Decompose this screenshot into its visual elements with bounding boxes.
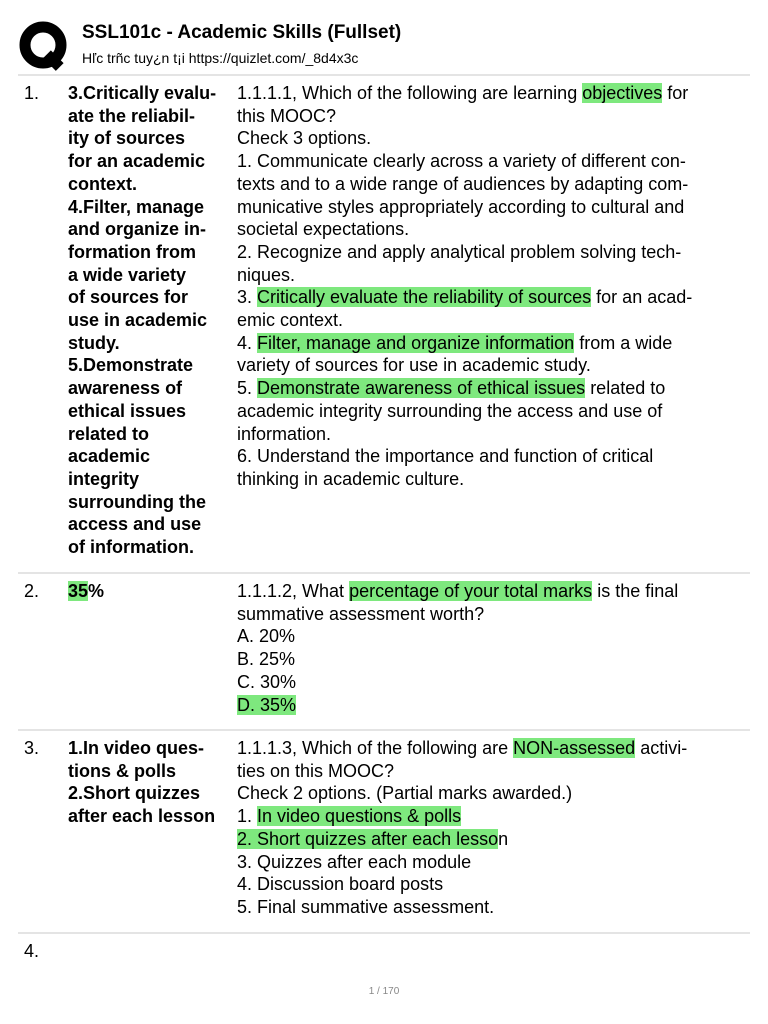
card-number: 1. [24,83,40,103]
term-line: integrity [68,468,140,489]
definition-line: 5. Final summative assessment. [237,896,495,917]
highlight: NON-assessed [513,738,636,758]
definition-line: 2. Recognize and apply analytical problem solving tech- [237,241,682,262]
card-number: 2. [24,581,40,601]
definition-line: niques. [237,264,296,285]
definition-line: societal expectations. [237,219,410,240]
term-line: ethical issues [68,400,187,421]
definition-line: B. 25% [237,649,296,670]
definition-line: variety of sources for use in academic study. [237,355,591,376]
highlight: Critically evaluate the reliability of sources [257,287,592,308]
definition-line: 2. Short quizzes after each lesson [237,828,509,849]
definition-line: 4. Filter, manage and organize information from a wide [237,332,673,353]
term-line: awareness of [68,378,183,399]
definition-line: 3. Quizzes after each module [237,851,472,872]
definition-line: this MOOC? [237,105,337,126]
highlight: percentage of your total marks [349,581,593,601]
divider [18,572,750,574]
definition-line: A. 20% [237,626,296,647]
definition-line: summative assessment worth? [237,603,485,624]
term-line: use in academic [68,310,208,331]
quizlet-logo-icon [18,20,70,72]
term-line: study. [68,332,120,353]
divider [18,932,750,934]
term-line: of information. [68,537,194,558]
definition-line: 5. Demonstrate awareness of ethical issues related to [237,378,666,399]
definition-line: 1.1.1.1, Which of the following are learning objectives for [237,83,689,103]
highlight: D. 35% [237,694,297,715]
term-line: context. [68,173,138,194]
definition-line: Check 2 options. (Partial marks awarded.) [237,783,573,804]
term-line: ate the reliabil- [68,105,196,126]
term-line: tions & polls [68,760,176,781]
term-line: ity of sources [68,128,186,149]
definition-line: 6. Understand the importance and function of critical [237,446,654,467]
term-line: for an academic [68,151,206,172]
term-line: 4.Filter, manage [68,196,205,217]
page-header [0,0,768,74]
card-number: 4. [24,941,40,961]
card-number: 3. [24,738,40,758]
definition-line: 1. Communicate clearly across a variety of different con- [237,151,686,172]
page-number: 1 / 170 [368,986,400,997]
term-line: and organize in- [68,219,207,240]
term-line: after each lesson [68,806,216,827]
term-line: of sources for [68,287,189,308]
definition-line: 1.1.1.3, Which of the following are NON-assessed activi- [237,738,688,758]
highlight: 2. Short quizzes after each lesso [237,828,499,849]
term-line: 5.Demonstrate [68,355,194,376]
term-line: academic [68,446,151,467]
term-line: surrounding the [68,491,206,512]
document-title: SSL101c - Academic Skills (Fullset) [82,22,402,43]
card-term [68,82,233,559]
card-definition [237,737,747,919]
source-link-text: Hľc trñc tuy¿n t¡i https://quizlet.com/_8d4x3c [82,50,359,66]
card-term [68,580,233,603]
definition-line: 1.1.1.2, What percentage of your total marks is the final [237,581,679,601]
definition-line: emic context. [237,310,344,331]
term-line: access and use [68,514,202,535]
definition-line: 3. Critically evaluate the reliability of sources for an acad- [237,287,693,308]
definition-line: C. 30% [237,671,297,692]
highlight: Demonstrate awareness of ethical issues [257,378,586,399]
highlight: 35 [68,581,89,601]
term-line: formation from [68,241,196,262]
definition-line: information. [237,423,332,444]
term-line: 3.Critically evalu- [68,83,217,103]
term-line: related to [68,423,150,444]
definition-line: thinking in academic culture. [237,468,465,489]
divider [18,729,750,731]
term-line: 35% [68,581,105,601]
term-line: a wide variety [68,264,187,285]
definition-line: municative styles appropriately according to cultural and [237,196,685,217]
highlight: Filter, manage and organize information [257,332,575,353]
definition-line: 1. In video questions & polls [237,806,462,827]
definition-line: ties on this MOOC? [237,760,395,781]
card-definition [237,580,747,716]
definition-line: 4. Discussion board posts [237,874,444,895]
card-definition [237,82,747,491]
highlight: In video questions & polls [257,806,462,827]
highlight: objectives [582,83,663,103]
term-line: 2.Short quizzes [68,783,201,804]
card-term [68,737,233,828]
definition-line [237,694,747,717]
term-line: 1.In video ques- [68,738,205,758]
definition-line: academic integrity surrounding the access and use of [237,400,663,421]
definition-line: Check 3 options. [237,128,372,149]
divider [18,74,750,76]
definition-line: texts and to a wide range of audiences by adapting com- [237,173,689,194]
